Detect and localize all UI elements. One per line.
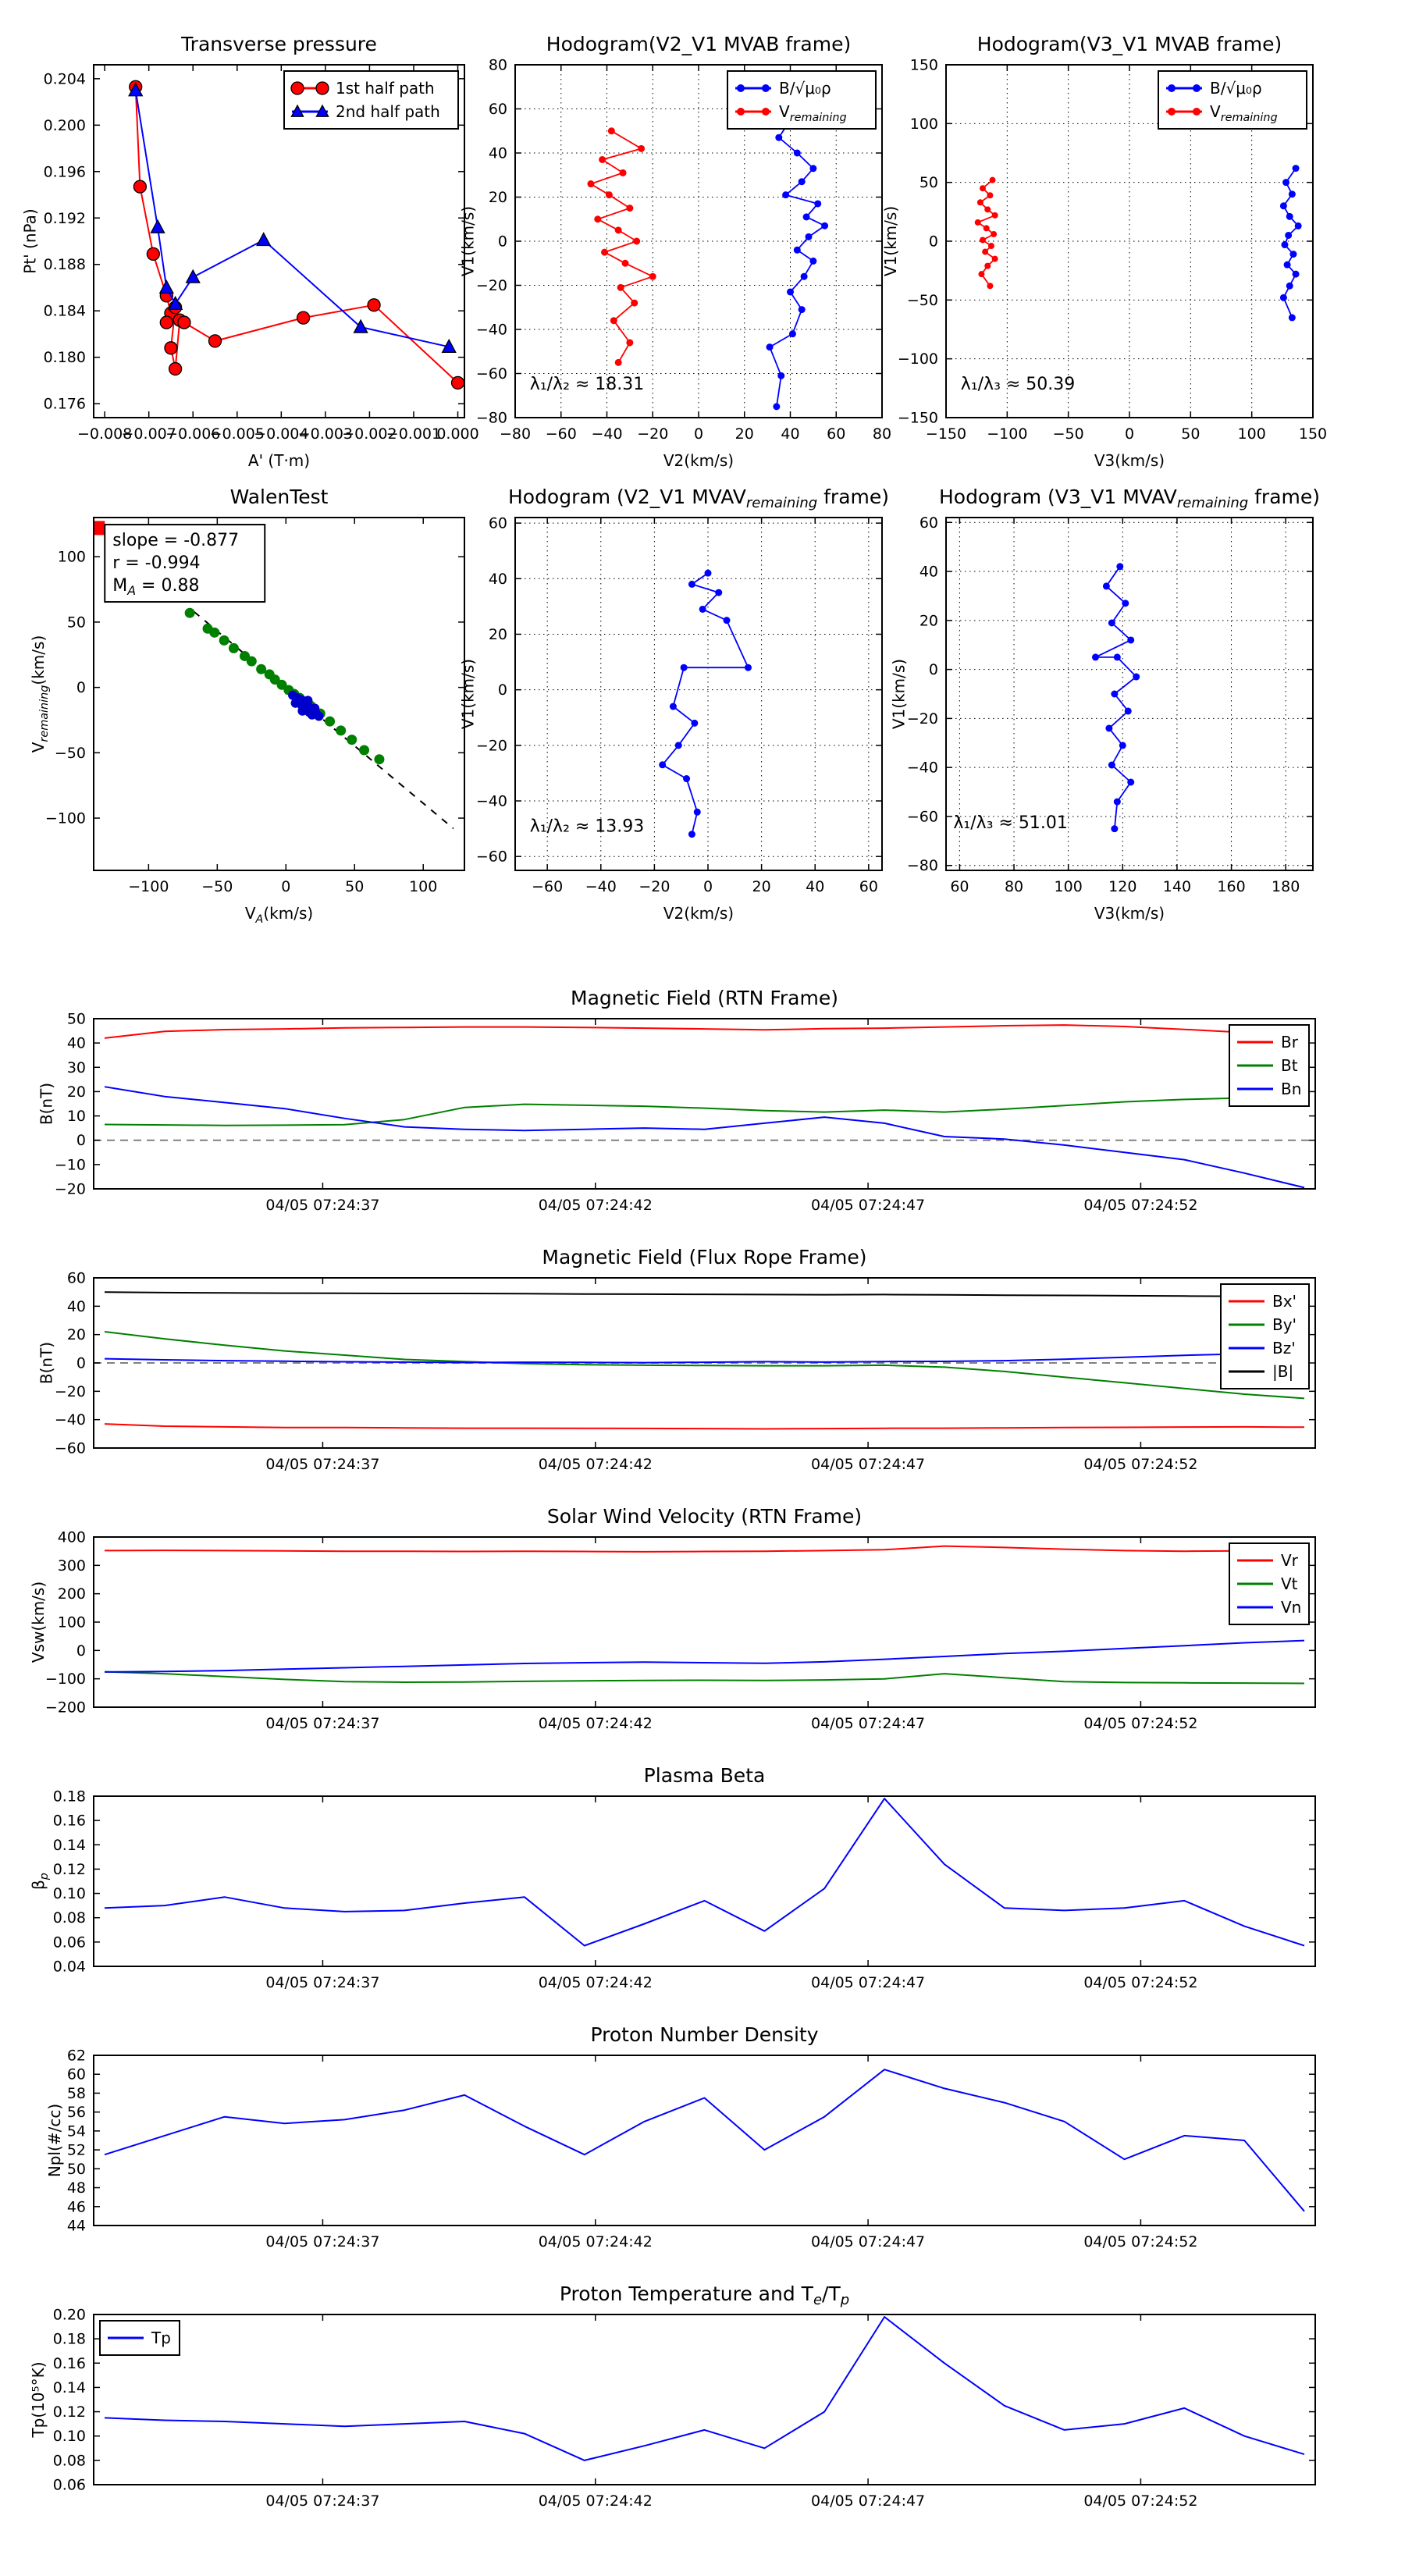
hodogram_v2v1_mvav-series-B-path <box>659 570 752 838</box>
legend-label: B/√μ₀ρ <box>1210 79 1262 98</box>
y-tick-label: 0.16 <box>52 2354 86 2372</box>
legend-label: Vr <box>1281 1551 1298 1570</box>
legend-label: |B| <box>1272 1362 1294 1381</box>
y-tick-label: 0.10 <box>52 1885 86 1903</box>
x-tick-label: 04/05 07:24:52 <box>1083 1197 1198 1214</box>
y-tick-label: 0.12 <box>52 2403 86 2421</box>
legend-label: Br <box>1281 1033 1298 1051</box>
hodogram_v2v1_mvab-series-V_remaining <box>587 127 656 366</box>
vsw_rtn-legend <box>1229 1543 1309 1624</box>
mag_rtn-ylabel: B(nT) <box>37 1082 56 1126</box>
x-tick-label: 04/05 07:24:52 <box>1083 2492 1198 2510</box>
mag_flux_rope-series-Bmag <box>105 1292 1304 1297</box>
x-tick-label: 40 <box>806 878 825 895</box>
walen_test-series-walen-points-outer <box>185 608 385 764</box>
hodogram_v2v1_mvav-chart <box>433 467 913 959</box>
y-tick-label: −50 <box>54 744 86 762</box>
panel-hodogram-v3v1-mvav <box>864 467 1344 959</box>
y-tick-label: 0.192 <box>43 209 86 227</box>
proton_temp-chart <box>12 2264 1350 2537</box>
x-tick-label: 150 <box>1298 425 1328 443</box>
vsw_rtn-title: Solar Wind Velocity (RTN Frame) <box>546 1505 863 1528</box>
y-tick-label: 0 <box>76 1642 86 1660</box>
walen_test-annotation-box <box>105 525 265 602</box>
panel-proton-number-density <box>12 2005 1350 2278</box>
mag_rtn-chart <box>12 968 1350 1241</box>
x-tick-label: 50 <box>345 878 365 895</box>
y-tick-label: 0 <box>928 661 938 679</box>
panel-hodogram-v2v1-mvab <box>433 14 913 506</box>
y-tick-label: 0.18 <box>52 2330 86 2348</box>
walen_test-series-corner-marker <box>91 521 105 535</box>
y-tick-label: 0.180 <box>43 349 86 367</box>
x-tick-label: 20 <box>735 425 754 443</box>
vsw_rtn-chart <box>12 1486 1350 1759</box>
proton_density-series-Npl <box>105 2069 1304 2211</box>
x-tick-label: 04/05 07:24:42 <box>538 1974 653 1991</box>
y-tick-label: 20 <box>488 189 507 206</box>
x-tick-label: 100 <box>1054 878 1083 895</box>
y-tick-label: 0.184 <box>43 302 86 320</box>
x-tick-label: −50 <box>201 878 233 895</box>
x-tick-label: 04/05 07:24:47 <box>811 1974 926 1991</box>
hodogram_v2v1_mvab-title: Hodogram(V2_V1 MVAB frame) <box>546 33 852 55</box>
hodogram_v3v1_mvab-series-V_remaining <box>975 177 998 290</box>
y-tick-label: 40 <box>488 570 507 588</box>
mag_rtn-title: Magnetic Field (RTN Frame) <box>571 987 838 1009</box>
x-tick-label: 04/05 07:24:47 <box>811 1715 926 1732</box>
y-tick-label: 0.04 <box>52 1958 86 1976</box>
transverse_pressure-chart <box>12 14 496 506</box>
y-tick-label: 0 <box>497 681 507 699</box>
x-tick-label: −0.001 <box>386 425 442 443</box>
y-tick-label: 0 <box>76 679 86 697</box>
x-tick-label: 0 <box>693 425 704 443</box>
panel-magnetic-field-rtn <box>12 968 1350 1241</box>
hodogram_v3v1_mvav-annotation: λ₁/λ₃ ≈ 51.01 <box>953 813 1068 833</box>
y-tick-label: −60 <box>475 848 507 866</box>
hodogram_v2v1_mvab-series-B_alfven <box>767 81 829 410</box>
y-tick-label: 60 <box>919 514 938 532</box>
proton_temp-title: Proton Temperature and $T_e/T_p$ <box>559 2282 850 2308</box>
x-tick-label: −0.002 <box>342 425 397 443</box>
y-tick-label: 0.10 <box>52 2428 86 2446</box>
y-tick-label: 20 <box>66 1083 86 1101</box>
x-tick-label: 04/05 07:24:52 <box>1083 1456 1198 1473</box>
x-tick-label: 04/05 07:24:42 <box>538 1197 653 1214</box>
x-tick-label: 80 <box>1004 878 1024 895</box>
x-tick-label: 04/05 07:24:52 <box>1083 1715 1198 1732</box>
x-tick-label: 60 <box>950 878 969 895</box>
y-tick-label: 0.200 <box>43 116 86 134</box>
vsw_rtn-series-Vr <box>105 1546 1304 1552</box>
hodogram_v3v1_mvab-series-B_alfven <box>1280 165 1302 321</box>
proton_density-ylabel: Npl(#/cc) <box>45 2103 64 2178</box>
y-tick-label: 400 <box>57 1528 86 1546</box>
x-tick-label: 180 <box>1272 878 1300 895</box>
y-tick-label: −60 <box>906 808 938 826</box>
y-tick-label: −20 <box>475 737 507 755</box>
y-tick-label: −80 <box>906 857 938 875</box>
mag_rtn-series-Br <box>105 1025 1304 1038</box>
mag_flux_rope-series-Bx' <box>105 1424 1304 1429</box>
x-tick-label: 04/05 07:24:37 <box>265 2233 380 2250</box>
panel-hodogram-v2v1-mvav <box>433 467 913 959</box>
x-tick-label: 120 <box>1108 878 1137 895</box>
y-tick-label: −150 <box>897 409 938 427</box>
y-tick-label: 44 <box>66 2217 86 2235</box>
y-tick-label: 50 <box>919 174 938 192</box>
transverse_pressure-xlabel: A' (T·m) <box>247 451 311 470</box>
x-tick-label: −0.004 <box>254 425 309 443</box>
x-tick-label: −0.007 <box>121 425 176 443</box>
legend-label: Vn <box>1281 1598 1302 1617</box>
walen_test-series-walen-points-core <box>288 691 323 721</box>
y-tick-label: 50 <box>66 1010 86 1028</box>
x-tick-label: 04/05 07:24:52 <box>1083 1974 1198 1991</box>
y-tick-label: −40 <box>475 321 507 339</box>
y-tick-label: 62 <box>66 2047 86 2065</box>
x-tick-label: 0 <box>1124 425 1135 443</box>
mag_flux_rope-series-Bz' <box>105 1353 1304 1362</box>
y-tick-label: 54 <box>66 2122 86 2140</box>
y-tick-label: −60 <box>54 1439 86 1457</box>
walen_test-chart <box>12 467 496 959</box>
y-tick-label: 0.188 <box>43 256 86 274</box>
proton_density-title: Proton Number Density <box>590 2023 819 2046</box>
x-tick-label: 140 <box>1162 878 1192 895</box>
y-tick-label: 0.08 <box>52 1909 86 1927</box>
y-tick-label: −20 <box>54 1382 86 1400</box>
legend-label: $V_{remaining}$ <box>1210 102 1278 124</box>
y-tick-label: 40 <box>919 563 938 581</box>
mag_flux_rope-title: Magnetic Field (Flux Rope Frame) <box>542 1246 867 1268</box>
proton_density-chart <box>12 2005 1350 2278</box>
y-tick-label: −40 <box>54 1411 86 1429</box>
y-tick-label: 0.196 <box>43 163 86 181</box>
x-tick-label: 04/05 07:24:42 <box>538 1715 653 1732</box>
legend-label: B/√μ₀ρ <box>779 79 831 98</box>
plasma_beta-ylabel: $\beta_p$ <box>29 1873 51 1890</box>
y-tick-label: 56 <box>66 2104 86 2122</box>
y-tick-label: −100 <box>44 1670 86 1688</box>
x-tick-label: −80 <box>499 425 532 443</box>
mag_flux_rope-chart <box>12 1227 1350 1500</box>
proton_temp-series-Tp <box>105 2317 1304 2460</box>
legend-label: By' <box>1272 1315 1297 1334</box>
vsw_rtn-ylabel: Vsw(km/s) <box>29 1581 48 1663</box>
y-tick-label: 100 <box>57 548 86 566</box>
hodogram_v3v1_mvab-xlabel: V3(km/s) <box>1094 451 1165 470</box>
x-tick-label: −40 <box>591 425 623 443</box>
x-tick-label: 04/05 07:24:47 <box>811 1456 926 1473</box>
y-tick-label: 40 <box>66 1034 86 1052</box>
x-tick-label: −0.006 <box>165 425 221 443</box>
y-tick-label: 0.14 <box>52 1836 86 1854</box>
legend-label: Bt <box>1281 1056 1298 1075</box>
y-tick-label: 0.16 <box>52 1812 86 1830</box>
mag_rtn-legend <box>1229 1025 1309 1106</box>
y-tick-label: −40 <box>906 759 938 777</box>
hodogram_v2v1_mvab-legend <box>727 71 876 129</box>
y-tick-label: 0.06 <box>52 1934 86 1952</box>
y-tick-label: −60 <box>475 365 507 382</box>
vsw_rtn-series-Vt <box>105 1672 1304 1684</box>
y-tick-label: 50 <box>66 2160 86 2178</box>
proton_temp-ylabel: Tp(10⁵°K) <box>29 2361 48 2438</box>
x-tick-label: −60 <box>545 425 577 443</box>
x-tick-label: 04/05 07:24:37 <box>265 1974 380 1991</box>
y-tick-label: 0.204 <box>43 70 86 88</box>
x-tick-label: 04/05 07:24:47 <box>811 1197 926 1214</box>
y-tick-label: 60 <box>488 101 507 118</box>
x-tick-label: 0 <box>281 878 291 895</box>
y-tick-label: 150 <box>909 56 938 74</box>
y-tick-label: 200 <box>57 1585 86 1603</box>
plasma_beta-series-beta_p <box>105 1799 1304 1945</box>
y-tick-label: 20 <box>919 612 938 630</box>
x-tick-label: −60 <box>532 878 564 895</box>
y-tick-label: 50 <box>66 614 86 632</box>
plasma_beta-chart <box>12 1745 1350 2019</box>
x-tick-label: 04/05 07:24:37 <box>265 1715 380 1732</box>
hodogram_v2v1_mvav-ylabel: V1(km/s) <box>458 658 478 730</box>
y-tick-label: 0 <box>76 1132 86 1150</box>
x-tick-label: 0 <box>702 878 713 895</box>
y-tick-label: −100 <box>44 809 86 827</box>
hodogram_v3v1_mvab-chart <box>864 14 1344 506</box>
x-tick-label: 60 <box>859 878 878 895</box>
transverse_pressure-legend <box>284 71 458 129</box>
y-tick-label: −200 <box>44 1699 86 1717</box>
y-tick-label: 60 <box>66 2065 86 2083</box>
x-tick-label: 04/05 07:24:37 <box>265 1456 380 1473</box>
x-tick-label: 80 <box>872 425 892 443</box>
x-tick-label: 04/05 07:24:42 <box>538 2233 653 2250</box>
hodogram_v2v1_mvav-title: Hodogram (V2_V1 $MVAV_{remaining}$ frame) <box>507 486 890 511</box>
hodogram_v3v1_mvab-ylabel: V1(km/s) <box>881 205 900 277</box>
y-tick-label: 48 <box>66 2179 86 2197</box>
mag_rtn-series-Bt <box>105 1098 1304 1126</box>
panel-transverse-pressure <box>12 14 496 506</box>
panel-hodogram-v3v1-mvab <box>864 14 1344 506</box>
y-tick-label: 0 <box>497 233 507 251</box>
x-tick-label: −40 <box>585 878 617 895</box>
x-tick-label: 60 <box>827 425 846 443</box>
walen_test-title: WalenTest <box>229 486 329 508</box>
x-tick-label: −100 <box>987 425 1028 443</box>
walen_test-ylabel: $V_{remaining}(km/s)$ <box>29 635 51 753</box>
y-tick-label: 300 <box>57 1557 86 1574</box>
y-tick-label: 80 <box>488 56 507 74</box>
hodogram_v2v1_mvav-xlabel: V2(km/s) <box>663 904 735 923</box>
hodogram_v2v1_mvab-ylabel: V1(km/s) <box>458 205 478 277</box>
vsw_rtn-series-Vn <box>105 1641 1304 1672</box>
y-tick-label: 30 <box>66 1059 86 1076</box>
y-tick-label: 0 <box>928 233 938 251</box>
hodogram_v2v1_mvab-annotation: λ₁/λ₂ ≈ 18.31 <box>529 374 645 394</box>
y-tick-label: 40 <box>66 1297 86 1315</box>
proton_temp-legend <box>100 2321 180 2355</box>
hodogram_v2v1_mvab-chart <box>433 14 913 506</box>
y-tick-label: 46 <box>66 2198 86 2216</box>
x-tick-label: −0.005 <box>209 425 265 443</box>
y-tick-label: 0.176 <box>43 395 86 413</box>
y-tick-label: 10 <box>66 1108 86 1126</box>
y-tick-label: 0.20 <box>52 2306 86 2324</box>
hodogram_v3v1_mvav-ylabel: V1(km/s) <box>889 658 909 730</box>
panel-magnetic-field-flux-rope <box>12 1227 1350 1500</box>
hodogram_v3v1_mvab-annotation: λ₁/λ₃ ≈ 50.39 <box>960 374 1076 394</box>
legend-label: Tp <box>151 2329 171 2347</box>
hodogram_v3v1_mvab-legend <box>1158 71 1307 129</box>
hodogram_v3v1_mvav-series-B-path <box>1092 563 1140 832</box>
panel-proton-temperature <box>12 2264 1350 2537</box>
x-tick-label: 0.000 <box>436 425 479 443</box>
x-tick-label: 50 <box>1181 425 1200 443</box>
y-tick-label: 0 <box>76 1354 86 1372</box>
y-tick-label: 20 <box>66 1326 86 1344</box>
y-tick-label: 100 <box>57 1614 86 1631</box>
panel-solar-wind-velocity <box>12 1486 1350 1759</box>
x-tick-label: 04/05 07:24:37 <box>265 1197 380 1214</box>
legend-label: Bz' <box>1272 1339 1296 1357</box>
y-tick-label: 0.06 <box>52 2476 86 2494</box>
x-tick-label: −20 <box>638 878 670 895</box>
x-tick-label: −150 <box>925 425 967 443</box>
mag_flux_rope-series-By' <box>105 1332 1304 1398</box>
walen_test-xlabel: $V_A(km/s)$ <box>244 904 314 926</box>
mag_flux_rope-legend <box>1221 1284 1309 1389</box>
x-tick-label: 04/05 07:24:47 <box>811 2492 926 2510</box>
y-tick-label: 52 <box>66 2141 86 2159</box>
legend-label: Bn <box>1281 1080 1302 1098</box>
x-tick-label: 04/05 07:24:52 <box>1083 2233 1198 2250</box>
x-tick-label: −100 <box>128 878 169 895</box>
x-tick-label: −20 <box>637 425 669 443</box>
y-tick-label: −80 <box>475 409 507 427</box>
hodogram_v2v1_mvav-annotation: λ₁/λ₂ ≈ 13.93 <box>529 817 645 837</box>
y-tick-label: 40 <box>488 144 507 162</box>
svg-text:r = -0.994: r = -0.994 <box>112 553 201 574</box>
y-tick-label: −20 <box>906 710 938 728</box>
legend-label: 1st half path <box>336 79 435 98</box>
y-tick-label: −40 <box>475 792 507 810</box>
legend-label: $V_{remaining}$ <box>779 102 847 124</box>
y-tick-label: −20 <box>54 1180 86 1198</box>
hodogram_v3v1_mvav-title: Hodogram (V3_V1 $MVAV_{remaining}$ frame) <box>938 486 1321 511</box>
x-tick-label: 100 <box>1237 425 1266 443</box>
transverse_pressure-title: Transverse pressure <box>181 33 377 55</box>
hodogram_v3v1_mvab-title: Hodogram(V3_V1 MVAB frame) <box>976 33 1282 55</box>
x-tick-label: 40 <box>781 425 800 443</box>
x-tick-label: −50 <box>1052 425 1084 443</box>
y-tick-label: −10 <box>54 1156 86 1174</box>
x-tick-label: 04/05 07:24:42 <box>538 2492 653 2510</box>
hodogram_v3v1_mvav-xlabel: V3(km/s) <box>1094 904 1165 923</box>
x-tick-label: 04/05 07:24:47 <box>811 2233 926 2250</box>
mag_flux_rope-ylabel: B(nT) <box>37 1341 56 1385</box>
y-tick-label: 0.14 <box>52 2379 86 2396</box>
panel-plasma-beta <box>12 1745 1350 2019</box>
panel-walen-test <box>12 467 496 959</box>
x-tick-label: 100 <box>409 878 438 895</box>
y-tick-label: 58 <box>66 2084 86 2102</box>
y-tick-label: 0.08 <box>52 2452 86 2470</box>
legend-label: Vt <box>1281 1574 1298 1593</box>
svg-text:slope = -0.877: slope = -0.877 <box>112 531 240 551</box>
legend-label: Bx' <box>1272 1292 1297 1311</box>
hodogram_v3v1_mvav-chart <box>864 467 1344 959</box>
y-tick-label: −50 <box>906 291 938 309</box>
legend-label: 2nd half path <box>336 102 440 121</box>
y-tick-label: 20 <box>488 625 507 643</box>
y-tick-label: 60 <box>488 514 507 532</box>
x-tick-label: −0.003 <box>297 425 354 443</box>
y-tick-label: −100 <box>897 350 938 368</box>
y-tick-label: −20 <box>475 277 507 294</box>
x-tick-label: −0.008 <box>76 425 133 443</box>
transverse_pressure-ylabel: Pt' (nPa) <box>20 208 40 274</box>
y-tick-label: 0.12 <box>52 1860 86 1878</box>
y-tick-label: 100 <box>909 115 938 133</box>
y-tick-label: 0.18 <box>52 1788 86 1806</box>
hodogram_v2v1_mvab-xlabel: V2(km/s) <box>663 451 735 470</box>
x-tick-label: 04/05 07:24:37 <box>265 2492 380 2510</box>
x-tick-label: 160 <box>1217 878 1246 895</box>
x-tick-label: 20 <box>752 878 771 895</box>
plasma_beta-title: Plasma Beta <box>643 1764 766 1787</box>
y-tick-label: 60 <box>66 1269 86 1287</box>
svg-text:MA = 0.88: $M_A = 0.88$ <box>112 576 200 599</box>
x-tick-label: 04/05 07:24:42 <box>538 1456 653 1473</box>
